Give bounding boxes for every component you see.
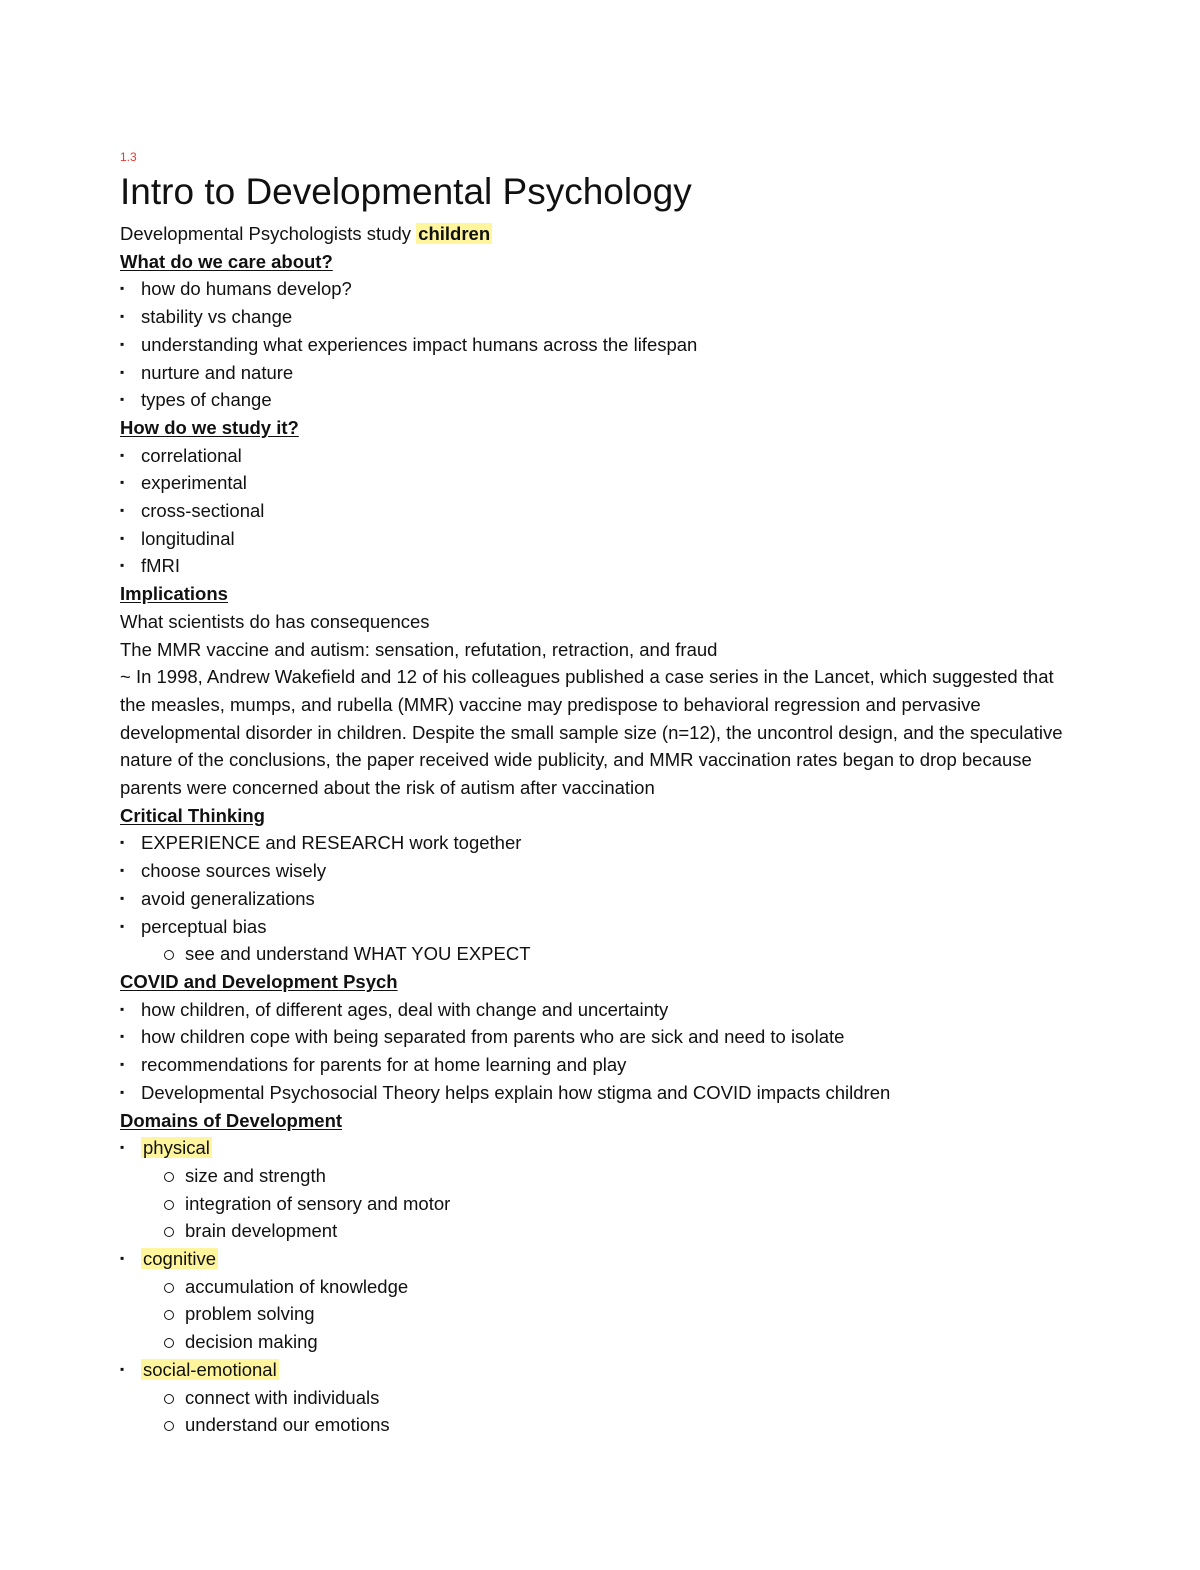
list-item: ▪ experimental	[120, 469, 1080, 497]
section-heading-critical-thinking: Critical Thinking	[120, 804, 265, 826]
domain-label: physical	[143, 1137, 210, 1159]
sub-list-item: understand our emotions	[120, 1411, 1080, 1439]
list-item: ▪ how children, of different ages, deal with change and uncertainty	[120, 996, 1080, 1024]
section-heading-domains: Domains of Development	[120, 1109, 343, 1131]
list-item: ▪ nurture and nature	[120, 359, 1080, 387]
list-item: ▪ EXPERIENCE and RESEARCH work together	[120, 829, 1080, 857]
domain-label: social-emotional	[143, 1358, 277, 1380]
section-heading-implications: Implications	[120, 583, 228, 605]
domain-item-social-emotional	[120, 1356, 1080, 1384]
section-heading-care: What do we care about?	[120, 250, 333, 272]
sub-list-item: brain development	[120, 1217, 1080, 1245]
sub-list-item: decision making	[120, 1328, 1080, 1356]
domain-label: cognitive	[143, 1248, 217, 1270]
list-item: ▪ types of change	[120, 386, 1080, 414]
document-page	[120, 150, 1080, 1439]
page-number: 1.3	[120, 150, 137, 164]
implications-paragraph: ~ In 1998, Andrew Wakefield and 12 of his colleagues published a case series in the Lancet, which suggested that the measles, mumps, and rubella (MMR) vaccine may predispose to behavioral regression and pervasive developmental disorder in children. Despite the small sample size (n=12), the uncontrol design, and the speculative nature of the conclusions, the paper received wide publicity, and MMR vaccination rates began to drop because parents were concerned about the risk of autism after vaccination	[120, 666, 1063, 799]
sub-list-item: integration of sensory and motor	[120, 1190, 1080, 1218]
list-item: ▪ understanding what experiences impact humans across the lifespan	[120, 331, 1080, 359]
domain-item-physical	[120, 1134, 1080, 1162]
section-heading-covid: COVID and Development Psych	[120, 970, 398, 992]
sub-list-item: connect with individuals	[120, 1384, 1080, 1412]
list-item: ▪ fMRI	[120, 552, 1080, 580]
section-heading-study: How do we study it?	[120, 416, 299, 438]
sub-list-item: accumulation of knowledge	[120, 1273, 1080, 1301]
list-item: ▪ correlational	[120, 442, 1080, 470]
list-item: ▪ how do humans develop?	[120, 275, 1080, 303]
implications-line-1: What scientists do has consequences	[120, 610, 430, 632]
sub-list-item: see and understand WHAT YOU EXPECT	[120, 940, 1080, 968]
list-item: ▪ recommendations for parents for at home learning and play	[120, 1051, 1080, 1079]
list-item: ▪ longitudinal	[120, 525, 1080, 553]
intro-highlight: children	[418, 223, 491, 244]
sub-list-item: problem solving	[120, 1300, 1080, 1328]
sub-list-item: size and strength	[120, 1162, 1080, 1190]
list-item: ▪ avoid generalizations	[120, 885, 1080, 913]
list-item: ▪ choose sources wisely	[120, 857, 1080, 885]
implications-line-2: The MMR vaccine and autism: sensation, refutation, retraction, and fraud	[120, 638, 718, 660]
intro-text: Developmental Psychologists study	[120, 223, 417, 244]
list-item: ▪ perceptual bias	[120, 913, 1080, 941]
list-item: ▪ stability vs change	[120, 303, 1080, 331]
list-item: ▪ Developmental Psychosocial Theory helps explain how stigma and COVID impacts children	[120, 1079, 1080, 1107]
list-item: ▪ cross-sectional	[120, 497, 1080, 525]
page-title: Intro to Developmental Psychology	[120, 171, 692, 212]
domain-item-cognitive	[120, 1245, 1080, 1273]
intro-line	[120, 220, 1080, 248]
list-item: ▪ how children cope with being separated from parents who are sick and need to isolate	[120, 1023, 1080, 1051]
